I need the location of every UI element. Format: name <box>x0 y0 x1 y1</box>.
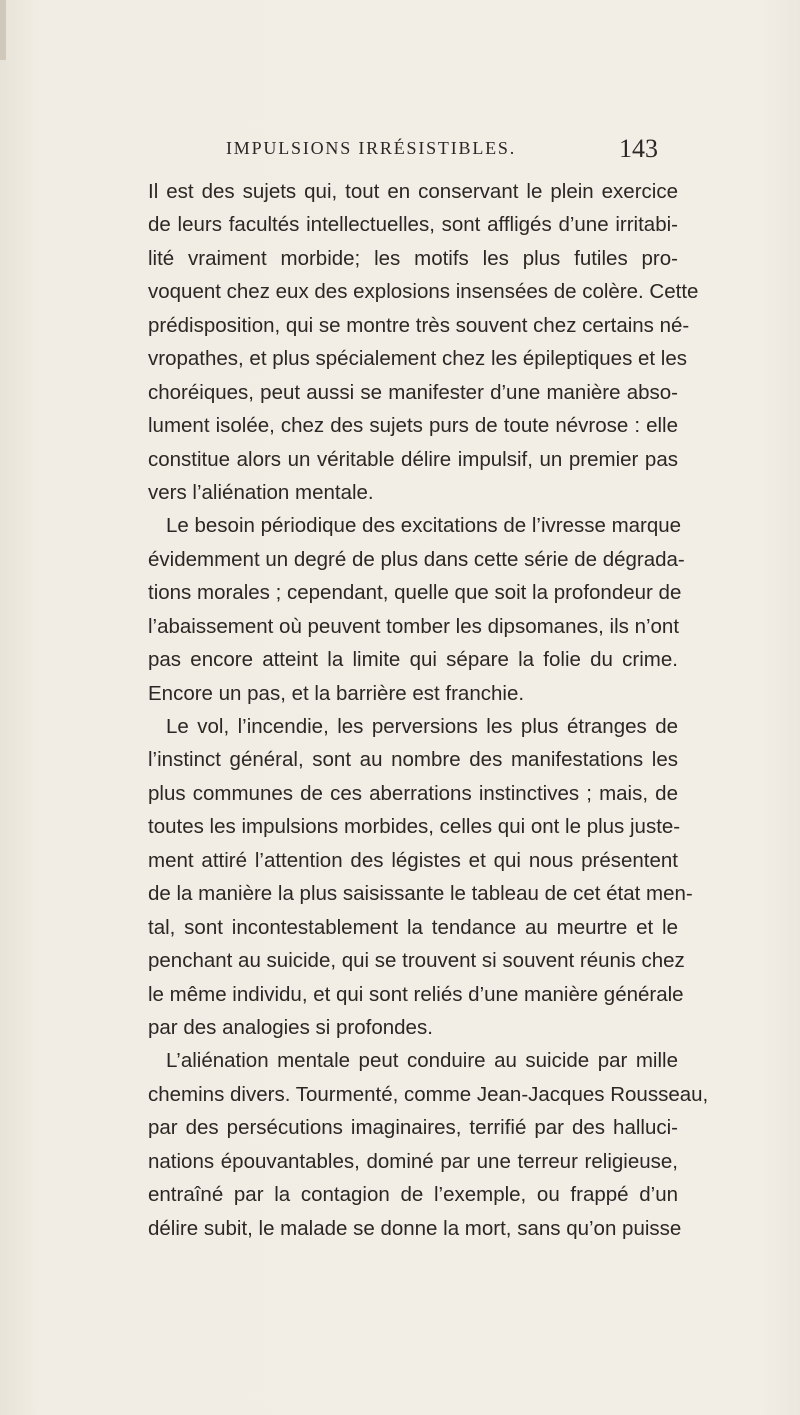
page-edge-shadow <box>0 0 6 60</box>
text-line: constitue alors un véritable délire impulsif, un premier pas <box>148 447 678 471</box>
text-line: nations épouvantables, dominé par une terreur religieuse, <box>148 1149 678 1173</box>
text-line: plus communes de ces aberrations instinctives ; mais, de <box>148 781 678 805</box>
body-text <box>148 175 709 1245</box>
text-line: vers l’aliénation mentale. <box>148 480 374 504</box>
text-line: choréiques, peut aussi se manifester d’une manière abso- <box>148 380 678 404</box>
text-line: l’instinct général, sont au nombre des manifestations les <box>148 748 678 772</box>
text-line: toutes les impulsions morbides, celles qui ont le plus juste- <box>148 815 681 839</box>
text-line: lité vraiment morbide; les motifs les plus futiles pro- <box>148 246 678 270</box>
text-line: tal, sont incontestablement la tendance au meurtre et le <box>148 915 678 939</box>
text-line: Il est des sujets qui, tout en conservant le plein exercice <box>148 180 678 203</box>
text-line: chemins divers. Tourmenté, comme Jean-Jacques Rousseau, <box>148 1082 709 1106</box>
text-line: de leurs facultés intellectuelles, sont affligés d’une irritabi- <box>148 213 678 237</box>
text-line: Encore un pas, et la barrière est franchie. <box>148 681 525 705</box>
text-line: lument isolée, chez des sujets purs de toute névrose : elle <box>148 414 678 438</box>
text-line: délire subit, le malade se donne la mort, sans qu’on puisse <box>148 1216 682 1240</box>
paragraph-start-line: L’aliénation mentale peut conduire au suicide par mille <box>166 1049 678 1073</box>
text-line: vropathes, et plus spécialement chez les épileptiques et les <box>148 347 688 371</box>
text-line: l’abaissement où peuvent tomber les dipsomanes, ils n’ont <box>148 614 680 638</box>
text-line: tions morales ; cependant, quelle que soit la profondeur de <box>148 581 682 605</box>
text-line: prédisposition, qui se montre très souvent chez certains né- <box>148 313 690 337</box>
text-line: pas encore atteint la limite qui sépare la folie du crime. <box>148 648 678 672</box>
text-line: de la manière la plus saisissante le tableau de cet état men- <box>148 882 693 906</box>
paragraph-start-line: Le vol, l’incendie, les perversions les plus étranges de <box>166 715 678 738</box>
page-header <box>226 134 658 163</box>
page-number: 143 <box>619 134 658 163</box>
text-line: le même individu, et qui sont reliés d’une manière générale <box>148 982 684 1006</box>
text-line: entraîné par la contagion de l’exemple, ou frappé d’un <box>148 1183 678 1207</box>
text-line: penchant au suicide, qui se trouvent si souvent réunis chez <box>148 949 685 973</box>
text-line: par des persécutions imaginaires, terrifié par des halluci- <box>148 1116 678 1140</box>
text-line: par des analogies si profondes. <box>148 1015 433 1039</box>
paragraph-start-line: Le besoin périodique des excitations de l’ivresse marque <box>166 514 682 538</box>
text-line: ment attiré l’attention des légistes et qui nous présentent <box>148 848 678 872</box>
text-line: évidemment un degré de plus dans cette série de dégrada- <box>148 547 685 571</box>
text-line: voquent chez eux des explosions insensées de colère. Cette <box>148 280 699 304</box>
running-title: IMPULSIONS IRRÉSISTIBLES. <box>226 138 517 158</box>
